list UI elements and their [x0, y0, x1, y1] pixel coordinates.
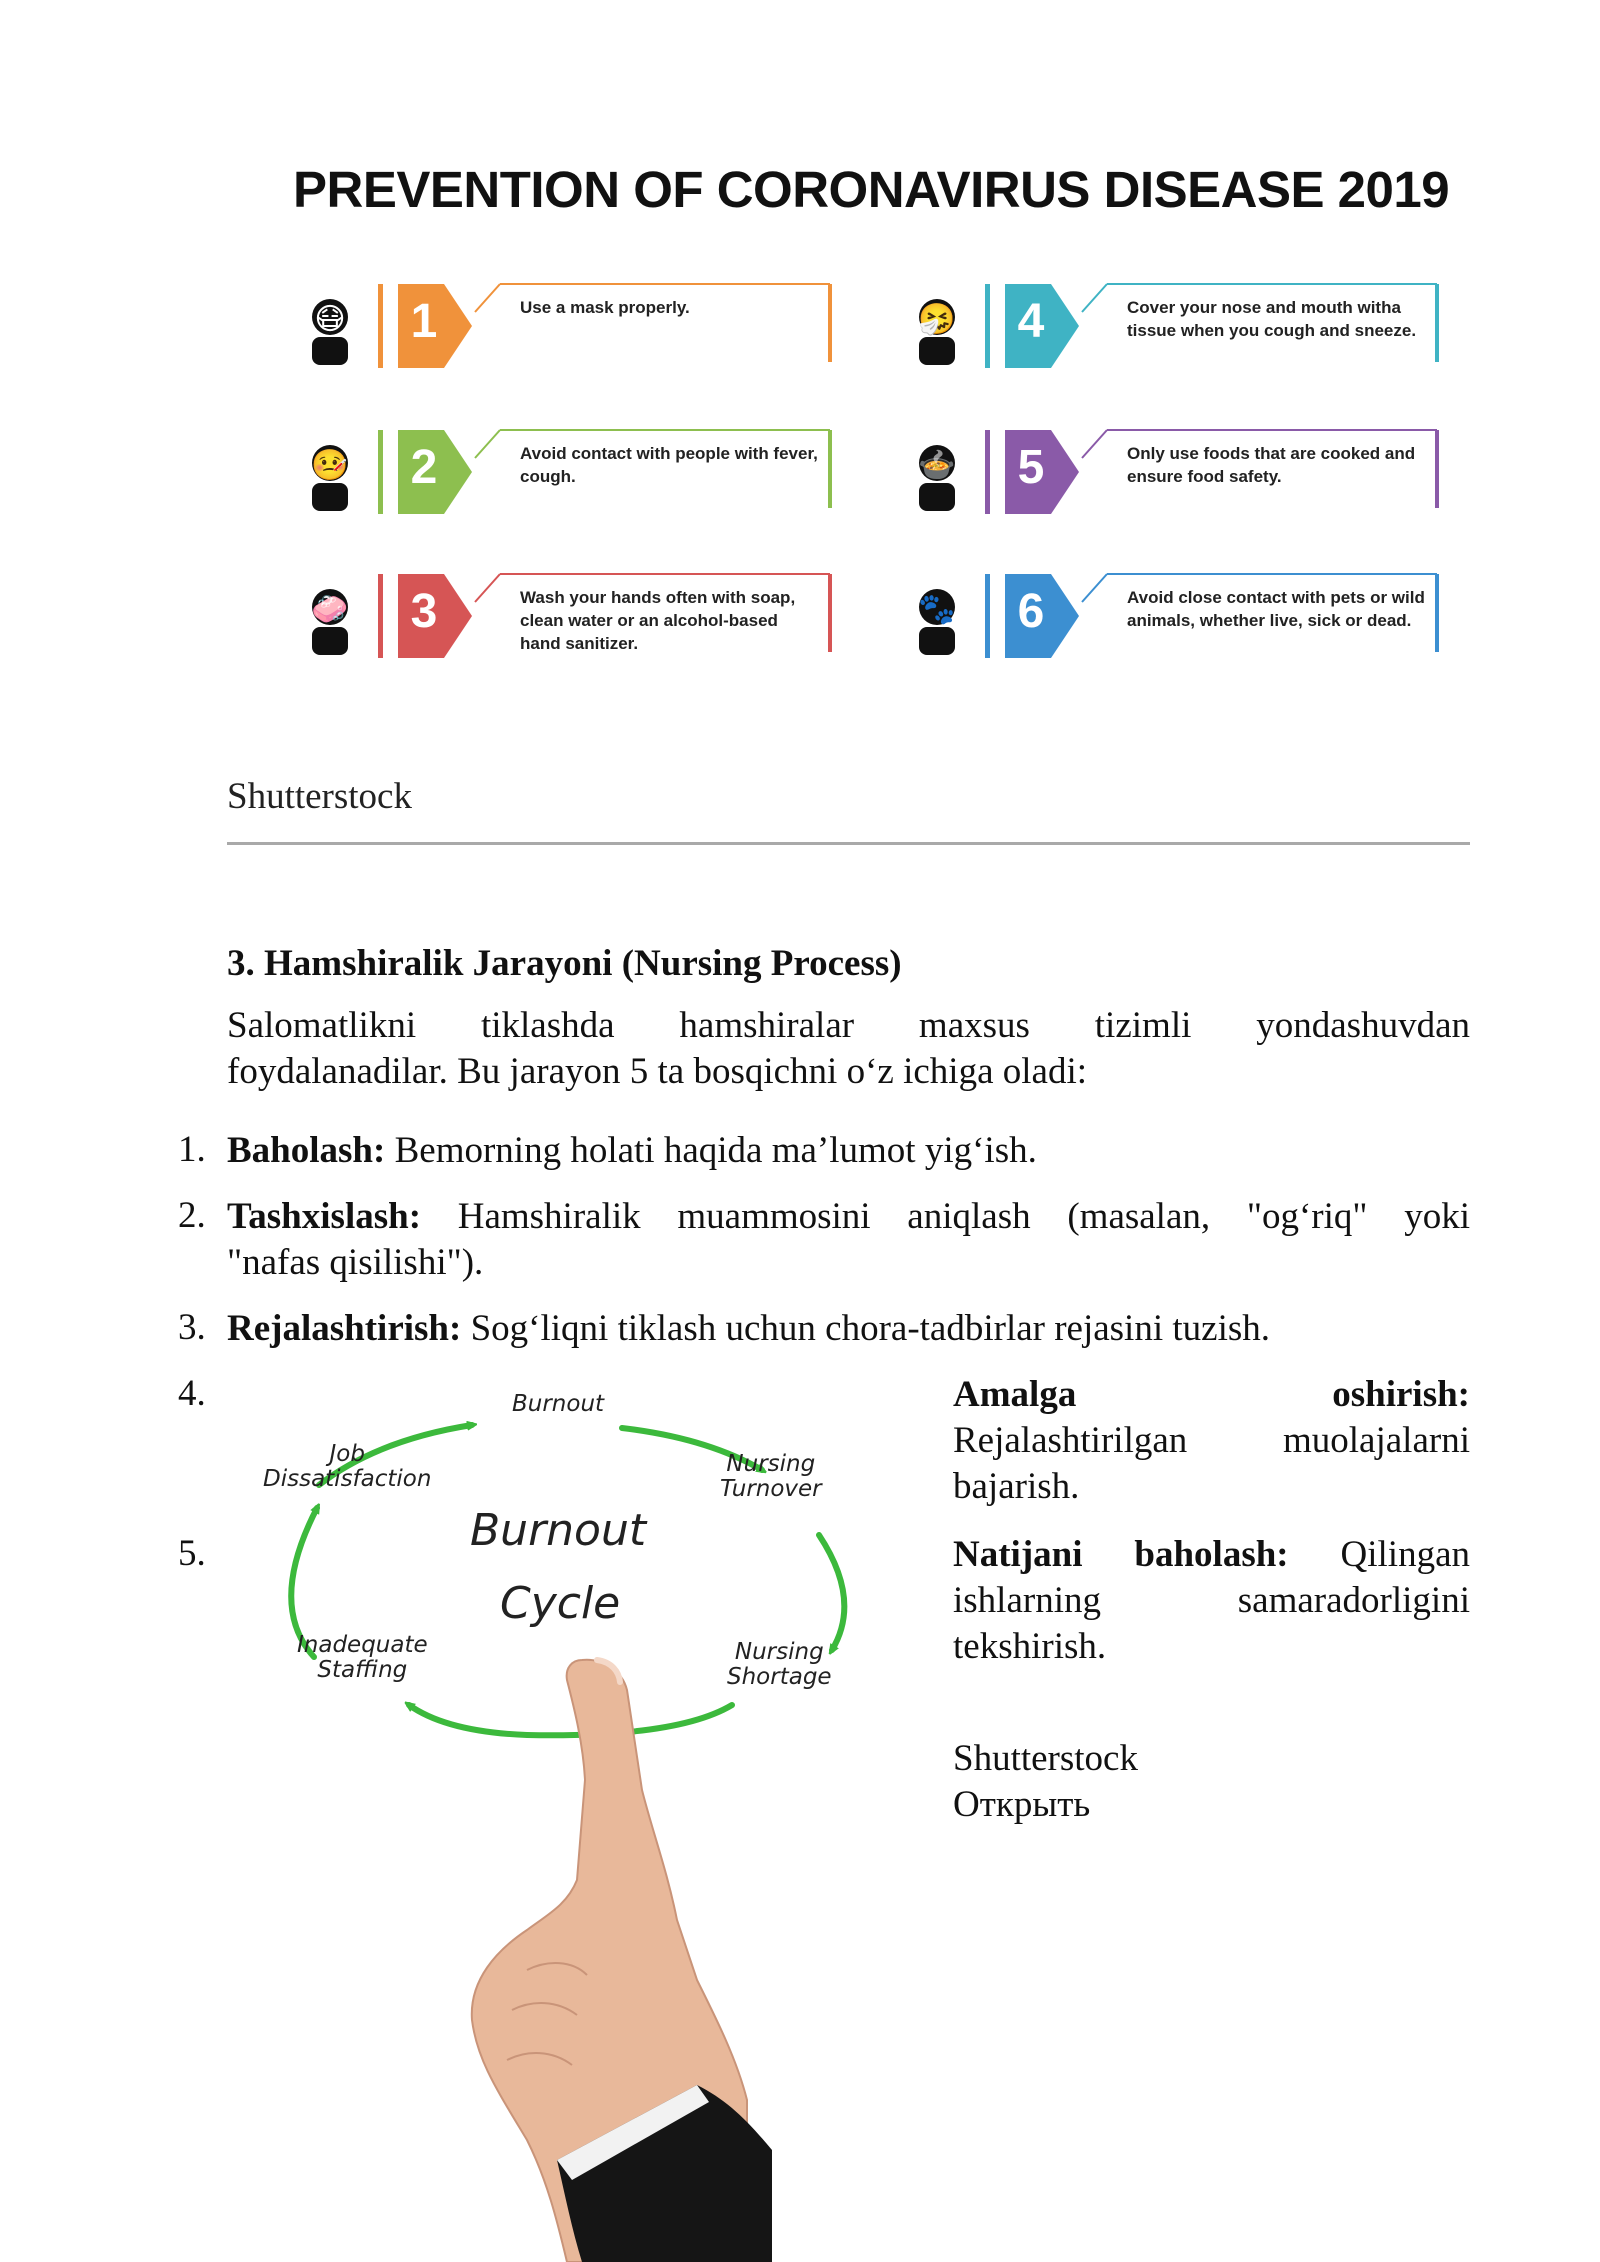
- cycle-label-nursing-shortage: Nursing Shortage: [727, 1639, 832, 1690]
- step-color-bar: [985, 574, 990, 658]
- burnout-cycle-arrows: [227, 1360, 927, 2262]
- list-item-desc: tekshirish.: [953, 1626, 1107, 1667]
- section-heading: 3. Hamshiralik Jarayoni (Nursing Process): [227, 943, 902, 984]
- prevention-step-5: [897, 428, 1457, 518]
- intro-line-1: Salomatlikni tiklashda hamshiralar maxsus tizimli yondashuvdan: [227, 1005, 1470, 1046]
- step-text: Only use foods that are cooked and ensure food safety.: [1127, 444, 1416, 486]
- step-text: Avoid contact with people with fever, cough.: [520, 444, 818, 486]
- mask-face-icon: [290, 287, 370, 367]
- list-number: 2.: [178, 1195, 206, 1236]
- step-color-bar: [378, 430, 383, 514]
- sneeze-tissue-icon: [897, 287, 977, 367]
- step-number: 2: [410, 441, 438, 494]
- svg-text:🧼: 🧼: [311, 592, 349, 627]
- list-item-term: Rejalashtirish:: [227, 1308, 462, 1349]
- list-number: 5.: [178, 1533, 206, 1574]
- list-number: 4.: [178, 1373, 206, 1414]
- divider: [227, 842, 1470, 845]
- cycle-center-subtitle: Cycle: [500, 1578, 621, 1629]
- step-number: 6: [1017, 585, 1045, 638]
- step-number: 4: [1017, 295, 1045, 348]
- list-item: [227, 1128, 1470, 1174]
- cycle-label-burnout: Burnout: [512, 1391, 605, 1417]
- list-item-continuation: "nafas qisilishi").: [227, 1242, 484, 1283]
- cooking-pot-icon: [897, 433, 977, 513]
- list-item-term: Amalga: [953, 1374, 1077, 1415]
- step-color-bar: [985, 430, 990, 514]
- step-number: 5: [1017, 441, 1045, 494]
- list-item-desc: Rejalashtirilgan muolajalarni: [953, 1420, 1470, 1461]
- image-credit: Shutterstock: [227, 776, 412, 817]
- list-item-term: Natijani baholash:: [953, 1534, 1289, 1575]
- svg-text:🤒: 🤒: [311, 448, 349, 483]
- pointing-hand: [472, 1660, 772, 2262]
- image-credit: Shutterstock: [953, 1738, 1138, 1779]
- svg-text:😷: 😷: [314, 302, 346, 337]
- prevention-step-6: [897, 572, 1457, 662]
- step-text: Use a mask properly.: [520, 298, 690, 317]
- sick-person-icon: [290, 433, 370, 513]
- step-color-bar: [378, 574, 383, 658]
- step-text: Avoid close contact with pets or wild animals, whether live, sick or dead.: [1127, 588, 1425, 630]
- list-item-desc: bajarish.: [953, 1466, 1080, 1507]
- list-item-desc: Bemorning holati haqida ma’lumot yig‘ish.: [385, 1130, 1037, 1171]
- list-item-desc: Hamshiralik muammosini aniqlash (masalan, "og‘riq" yoki: [421, 1196, 1470, 1237]
- list-item: [953, 1532, 1470, 1670]
- step-number: 1: [410, 295, 438, 348]
- list-item: [227, 1306, 1470, 1352]
- svg-text:🐾: 🐾: [918, 592, 956, 627]
- cycle-label-inadequate-staffing: Inadequate Staffing: [297, 1632, 428, 1683]
- step-number: 3: [410, 585, 438, 638]
- prevention-step-2: [290, 428, 850, 518]
- animals-icon: [897, 577, 977, 657]
- svg-text:🍲: 🍲: [918, 448, 956, 483]
- open-link[interactable]: Открыть: [953, 1784, 1091, 1825]
- hand-wash-icon: [290, 577, 370, 657]
- cycle-label-nursing-turnover: Nursing Turnover: [720, 1451, 822, 1502]
- cycle-center-title: Burnout: [470, 1505, 647, 1556]
- list-item-desc: Qilingan: [1340, 1534, 1470, 1575]
- step-text: Wash your hands often with soap, clean water or an alcohol-based hand sanitizer.: [520, 588, 796, 653]
- burnout-cycle-figure: [227, 1360, 927, 2262]
- cycle-arrow: [409, 1705, 732, 1735]
- infographic-title: PREVENTION OF CORONAVIRUS DISEASE 2019: [293, 161, 1450, 218]
- step-frame: [440, 282, 835, 368]
- list-item: [227, 1194, 1470, 1240]
- prevention-step-4: [897, 282, 1457, 372]
- step-color-bar: [378, 284, 383, 368]
- step-color-bar: [985, 284, 990, 368]
- list-number: 1.: [178, 1129, 206, 1170]
- list-item-desc: Sog‘liqni tiklash uchun chora-tadbirlar rejasini tuzish.: [461, 1308, 1270, 1349]
- svg-text:🤧: 🤧: [918, 302, 956, 337]
- cycle-label-job-dissatisfaction: Job Dissatisfaction: [263, 1441, 432, 1492]
- list-item-desc: ishlarning samaradorligini: [953, 1580, 1470, 1621]
- cycle-arrow: [819, 1535, 844, 1650]
- intro-line-2: foydalanadilar. Bu jarayon 5 ta bosqichni o‘z ichiga oladi:: [227, 1051, 1087, 1092]
- step-text: Cover your nose and mouth witha tissue when you cough and sneeze.: [1127, 298, 1417, 340]
- prevention-step-3: [290, 572, 850, 662]
- list-item-term: Baholash:: [227, 1130, 386, 1171]
- list-item-term: oshirish:: [1332, 1374, 1470, 1415]
- list-number: 3.: [178, 1307, 206, 1348]
- list-item: [953, 1372, 1470, 1510]
- list-item-term: Tashxislash:: [227, 1196, 422, 1237]
- prevention-step-1: [290, 282, 850, 372]
